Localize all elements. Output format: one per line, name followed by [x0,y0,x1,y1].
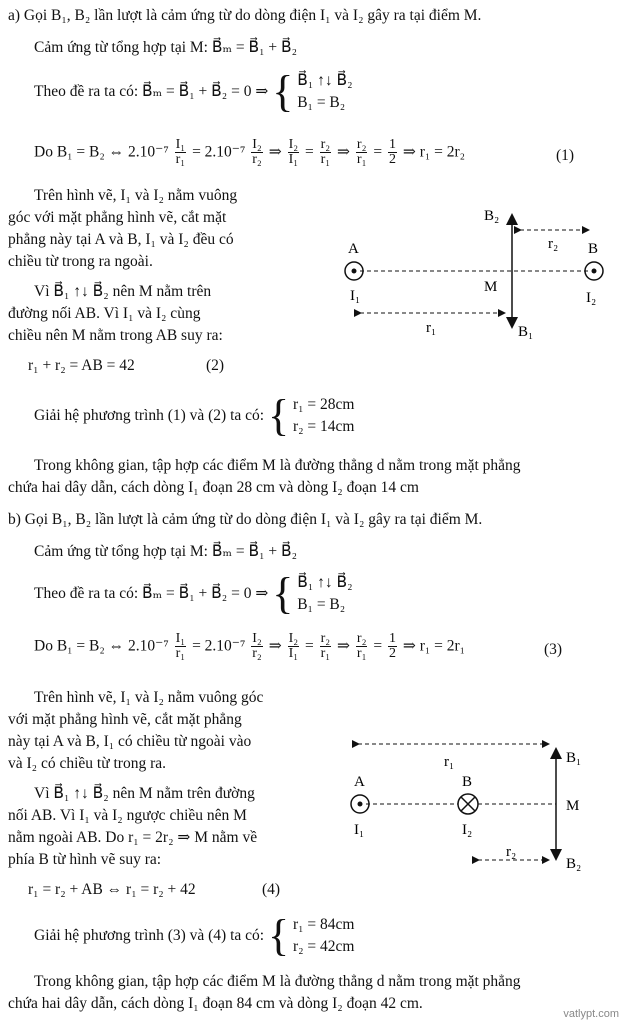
part-a-condition [34,67,353,118]
watermark: vatlypt.com [563,1008,619,1020]
solution-r2: r₂ = 14cm [292,418,355,435]
label-r1: r₁ [444,754,455,770]
part-a-para1-line4: chiều từ trong ra ngoài. [8,253,153,270]
label-m: M [484,279,498,295]
solution-r1: r₁ = 84cm [292,916,355,933]
label-a: A [348,241,359,257]
part-a-conclusion-line1: Trong không gian, tập hợp các điểm M là đường thẳng d nằm trong mặt phẳng [34,457,521,474]
fraction-i2-i1: $\frac{\text{I₂}}{\text{I₁}}$ [288,137,299,167]
part-b-conclusion-line2: chứa hai dây dẫn, cách dòng I₁ đoạn 84 cm và dòng I₂ đoạn 42 cm. [8,995,423,1012]
brace-icon: { [272,67,294,116]
equality-mid: = 2.10⁻⁷ [192,143,246,161]
brace-icon: { [272,569,294,618]
solution-r1: r₁ = 28cm [292,396,355,413]
part-a-para1-line1: Trên hình vẽ, I₁ và I₂ nằm vuông [34,187,238,204]
label-m: M [566,798,580,814]
part-b-para1-line3: này tại A và B, I₁ có chiều từ ngoài vào [8,733,252,750]
part-a-conclusion-line2: chứa hai dây dẫn, cách dòng I₁ đoạn 28 cm và dòng I₂ đoạn 14 cm [8,479,419,496]
fraction-r2-r1-b: $\frac{\text{r₂}}{\text{r₁}}$ [356,137,367,167]
label-i1: I₁ [350,288,361,304]
part-b-condition [34,569,353,620]
condition-system [297,572,352,616]
part-b-para2-line1: Vì B⃗₁ ↑↓ B⃗₂ nên M nằm trên đường [34,785,255,802]
brace-icon: { [267,911,290,960]
label-b2: B₂ [484,208,500,224]
condition-lead: Theo đề ra ta có: B⃗ₘ = B⃗₁ + B⃗₂ = 0 ⇒ [34,83,269,100]
fraction-i2-r2: $\frac{\text{I₂}}{\text{r₂}}$ [252,631,262,661]
part-a-sum-eq: r₁ + r₂ = AB = 42 [28,357,135,374]
solution-r2: r₂ = 42cm [292,938,355,955]
part-b-intro: b) Gọi B₁, B₂ lần lượt là cảm ứng từ do dòng điện I₁ và I₂ gây ra tại điểm M. [8,511,483,528]
condition-line-2: B₁ = B₂ [297,596,346,613]
part-b-total-field: Cảm ứng từ tổng hợp tại M: B⃗ₘ = B⃗₁ + B⃗₂ [34,543,298,560]
part-b-sum-eq: r₁ = r₂ + AB ⇔ r₁ = r₂ + 42 [28,881,196,898]
figure-part-a [320,198,620,348]
solution-system [293,914,355,958]
part-b-para2-line2: nối AB. Vì I₁ và I₂ ngược chiều nên M [8,807,247,824]
fraction-r2-r1-b: $\frac{\text{r₂}}{\text{r₁}}$ [356,631,367,661]
label-b2: B₂ [566,856,582,872]
figure-part-b [338,728,622,878]
label-i2: I₂ [586,290,597,306]
equation-number-1: (1) [556,147,575,164]
part-a-intro: a) Gọi B₁, B₂ lần lượt là cảm ứng từ do dòng điện I₁ và I₂ gây ra tại điểm M. [8,7,482,24]
fraction-i2-i1: $\frac{\text{I₂}}{\text{I₁}}$ [288,631,299,661]
label-i1: I₁ [354,822,365,838]
part-b-para2-line4: phía B từ hình vẽ suy ra: [8,851,162,868]
part-b-conclusion-line1: Trong không gian, tập hợp các điểm M là đường thẳng d nằm trong mặt phẳng [34,973,521,990]
part-b-equality: Do B₁ = B₂ ⇔ 2.10⁻⁷ $\frac{\text{I₁}}{\text{r₁}}$ = 2.10⁻⁷ $\frac{\text{I₂}}{\text{r₂}}$ ⇒ $\frac{\text{I₂}}{\text{I₁}}$ = $\frac{\text{r₂}}{\text{r₁}}$ ⇒ $\frac{\text{r₂}}{\text{r₁}}$ = $\frac{1}{2}$ ⇒ r₁ = 2r₁ [34,631,466,661]
part-a-para1-line2: góc với mặt phẳng hình vẽ, cắt mặt [8,209,227,226]
condition-system [297,70,352,114]
part-a-para2-line1: Vì B⃗₁ ↑↓ B⃗₂ nên M nằm trên [34,283,212,300]
fraction-half: $\frac{1}{2}$ [388,137,396,167]
part-a-para2-line3: chiều nên M nằm trong AB suy ra: [8,327,223,344]
part-a-total-field: Cảm ứng từ tổng hợp tại M: B⃗ₘ = B⃗₁ + B⃗₂ [34,39,298,56]
condition-lead: Theo đề ra ta có: B⃗ₘ = B⃗₁ + B⃗₂ = 0 ⇒ [34,585,269,602]
equality-mid: = 2.10⁻⁷ [192,637,246,655]
label-r1: r₁ [426,320,437,336]
label-r2: r₂ [548,236,559,252]
solution-system [293,394,355,438]
part-b-para1-line2: với mặt phẳng hình vẽ, cắt mặt phẳng [8,711,242,728]
solve-lead: Giải hệ phương trình (3) và (4) ta có: [34,927,265,944]
fraction-half: $\frac{1}{2}$ [388,631,396,661]
part-a-para1-line3: phẳng này tại A và B, I₁ và I₂ đều có [8,231,234,248]
equality-lead: Do B₁ = B₂ ⇔ 2.10⁻⁷ [34,637,169,655]
label-r2: r₂ [506,844,517,860]
fraction-r2-r1: $\frac{\text{r₂}}{\text{r₁}}$ [320,137,331,167]
label-b1: B₁ [566,750,582,766]
label-a: A [354,774,365,790]
equation-number-2: (2) [206,357,225,374]
label-b: B [588,241,599,257]
condition-line-2: B₁ = B₂ [297,94,346,111]
label-b: B [462,774,473,790]
brace-icon: { [267,391,290,440]
equation-number-3: (3) [544,641,563,658]
part-b-para1-line1: Trên hình vẽ, I₁ và I₂ nằm vuông góc [34,689,264,706]
part-b-para2-line3: nằm ngoài AB. Do r₁ = 2r₂ ⇒ M nằm về [8,829,258,846]
fraction-i1-r1: $\frac{\text{I₁}}{\text{r₁}}$ [175,631,186,661]
part-a-equality: Do B₁ = B₂ ⇔ 2.10⁻⁷ $\frac{\text{I₁}}{\text{r₁}}$ = 2.10⁻⁷ $\frac{\text{I₂}}{\text{r₂}}$ ⇒ $\frac{\text{I₂}}{\text{I₁}}$ = $\frac{\text{r₂}}{\text{r₁}}$ ⇒ $\frac{\text{r₂}}{\text{r₁}}$ = $\frac{1}{2}$ ⇒ r₁ = 2r₂ [34,137,466,167]
condition-line-1: B⃗₁ ↑↓ B⃗₂ [297,72,353,89]
part-a-para2-line2: đường nối AB. Vì I₁ và I₂ cùng [8,305,201,322]
solve-lead: Giải hệ phương trình (1) và (2) ta có: [34,407,265,424]
equality-lead: Do B₁ = B₂ ⇔ 2.10⁻⁷ [34,143,169,161]
equation-number-4: (4) [262,881,281,898]
part-a-solution [34,391,355,442]
equality-tail: ⇒ r₁ = 2r₁ [402,637,466,655]
fraction-i2-r2: $\frac{\text{I₂}}{\text{r₂}}$ [252,137,262,167]
part-b-para1-line4: và I₂ có chiều từ trong ra. [8,755,166,772]
condition-line-1: B⃗₁ ↑↓ B⃗₂ [297,574,353,591]
equality-tail: ⇒ r₁ = 2r₂ [402,143,466,161]
label-b1: B₁ [518,324,534,340]
part-b-solution [34,911,355,962]
label-i2: I₂ [462,822,473,838]
fraction-r2-r1: $\frac{\text{r₂}}{\text{r₁}}$ [320,631,331,661]
fraction-i1-r1: $\frac{\text{I₁}}{\text{r₁}}$ [175,137,186,167]
